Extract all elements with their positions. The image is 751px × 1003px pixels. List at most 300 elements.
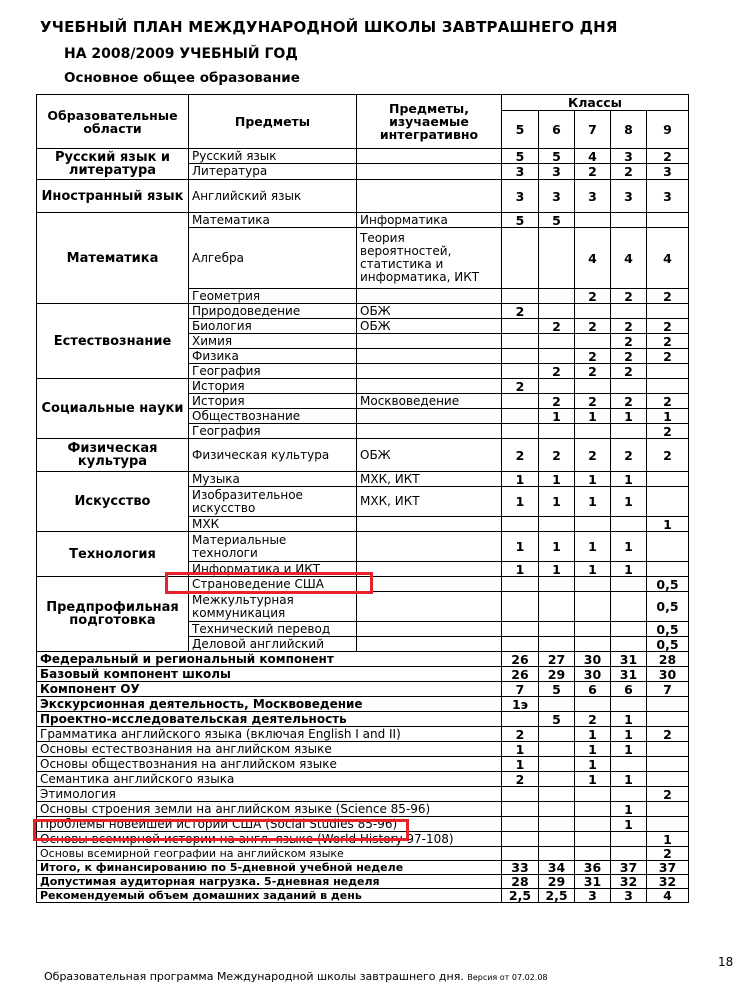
summary-label: Этимология bbox=[37, 787, 502, 802]
summary-value: 1 bbox=[611, 802, 647, 817]
integrated-cell bbox=[357, 379, 502, 394]
hours-cell: 5 bbox=[539, 149, 575, 164]
table-row bbox=[37, 532, 689, 562]
summary-label: Проблемы новейшей истории США (Social Studies 85-96) bbox=[37, 817, 502, 832]
summary-value: 28 bbox=[502, 875, 539, 889]
table-header-row bbox=[37, 95, 689, 111]
summary-value bbox=[539, 697, 575, 712]
summary-value: 31 bbox=[575, 875, 611, 889]
hours-cell: 1 bbox=[611, 487, 647, 517]
subject-cell: Геометрия bbox=[189, 289, 357, 304]
hours-cell bbox=[539, 517, 575, 532]
hours-cell bbox=[502, 424, 539, 439]
hours-cell: 1 bbox=[575, 472, 611, 487]
integrated-cell bbox=[357, 622, 502, 637]
header-areas: Образовательные области bbox=[37, 95, 189, 149]
summary-value bbox=[575, 802, 611, 817]
highlight-box-stranovedenie bbox=[165, 572, 373, 594]
footer bbox=[44, 970, 548, 983]
hours-cell: 2 bbox=[575, 164, 611, 180]
summary-value bbox=[539, 847, 575, 861]
page-number: 18 bbox=[718, 955, 734, 969]
summary-row bbox=[37, 875, 689, 889]
area-cell: Социальные науки bbox=[37, 379, 189, 439]
hours-cell bbox=[502, 289, 539, 304]
summary-value: 30 bbox=[647, 667, 689, 682]
hours-cell: 1 bbox=[611, 562, 647, 577]
summary-row bbox=[37, 861, 689, 875]
hours-cell bbox=[647, 304, 689, 319]
integrated-cell: Информатика bbox=[357, 213, 502, 228]
table-body bbox=[37, 95, 689, 903]
summary-value: 1 bbox=[611, 742, 647, 757]
summary-value: 2 bbox=[647, 727, 689, 742]
hours-cell bbox=[611, 379, 647, 394]
hours-cell bbox=[611, 577, 647, 592]
hours-cell bbox=[539, 289, 575, 304]
table-row bbox=[37, 180, 689, 213]
hours-cell: 2 bbox=[575, 439, 611, 472]
hours-cell: 1 bbox=[611, 472, 647, 487]
highlight-box-social-studies bbox=[33, 819, 409, 841]
hours-cell bbox=[611, 592, 647, 622]
summary-value bbox=[539, 832, 575, 847]
hours-cell bbox=[502, 334, 539, 349]
hours-cell: 2 bbox=[611, 364, 647, 379]
summary-value: 27 bbox=[539, 652, 575, 667]
summary-value: 1 bbox=[611, 817, 647, 832]
hours-cell bbox=[539, 304, 575, 319]
hours-cell: 0,5 bbox=[647, 592, 689, 622]
grade-header: 7 bbox=[575, 111, 611, 149]
subject-cell: Технический перевод bbox=[189, 622, 357, 637]
summary-label: Компонент ОУ bbox=[37, 682, 502, 697]
hours-cell bbox=[502, 409, 539, 424]
summary-value bbox=[539, 817, 575, 832]
summary-value bbox=[502, 712, 539, 727]
hours-cell bbox=[647, 213, 689, 228]
summary-value bbox=[647, 757, 689, 772]
summary-row bbox=[37, 667, 689, 682]
summary-value: 2,5 bbox=[502, 889, 539, 903]
hours-cell: 2 bbox=[502, 304, 539, 319]
hours-cell bbox=[575, 637, 611, 652]
summary-row bbox=[37, 889, 689, 903]
grade-header: 9 bbox=[647, 111, 689, 149]
integrated-cell bbox=[357, 289, 502, 304]
summary-value: 28 bbox=[647, 652, 689, 667]
hours-cell: 2 bbox=[611, 319, 647, 334]
hours-cell: 2 bbox=[611, 349, 647, 364]
hours-cell: 2 bbox=[611, 289, 647, 304]
summary-value bbox=[539, 727, 575, 742]
subject-cell: Литература bbox=[189, 164, 357, 180]
hours-cell: 4 bbox=[575, 228, 611, 289]
hours-cell bbox=[611, 517, 647, 532]
hours-cell: 2 bbox=[539, 439, 575, 472]
hours-cell: 4 bbox=[611, 228, 647, 289]
integrated-cell bbox=[357, 532, 502, 562]
hours-cell bbox=[647, 562, 689, 577]
hours-cell bbox=[611, 424, 647, 439]
hours-cell: 5 bbox=[502, 213, 539, 228]
subject-cell: Физика bbox=[189, 349, 357, 364]
hours-cell: 1 bbox=[502, 472, 539, 487]
summary-value: 1 bbox=[647, 832, 689, 847]
summary-value: 3 bbox=[611, 889, 647, 903]
hours-cell bbox=[539, 379, 575, 394]
summary-label: Проектно-исследовательская деятельность bbox=[37, 712, 502, 727]
integrated-cell bbox=[357, 164, 502, 180]
hours-cell: 1 bbox=[539, 532, 575, 562]
hours-cell bbox=[539, 622, 575, 637]
summary-value: 7 bbox=[647, 682, 689, 697]
header-integrated: Предметы, изучаемые интегративно bbox=[357, 95, 502, 149]
summary-row bbox=[37, 652, 689, 667]
hours-cell: 1 bbox=[611, 532, 647, 562]
hours-cell bbox=[539, 577, 575, 592]
page-subtitle: НА 2008/2009 УЧЕБНЫЙ ГОД bbox=[64, 46, 298, 62]
hours-cell bbox=[647, 532, 689, 562]
hours-cell bbox=[647, 487, 689, 517]
section-title: Основное общее образование bbox=[64, 70, 300, 86]
summary-label: Основы всемирной географии на английском языке bbox=[37, 847, 502, 861]
summary-label: Рекомендуемый объем домашних заданий в день bbox=[37, 889, 502, 903]
summary-value: 1 bbox=[575, 742, 611, 757]
summary-value bbox=[611, 697, 647, 712]
summary-value: 32 bbox=[647, 875, 689, 889]
hours-cell bbox=[575, 334, 611, 349]
summary-value bbox=[575, 787, 611, 802]
hours-cell: 2 bbox=[502, 379, 539, 394]
hours-cell bbox=[539, 424, 575, 439]
table-row bbox=[37, 149, 689, 164]
hours-cell: 2 bbox=[575, 394, 611, 409]
area-cell: Иностранный язык bbox=[37, 180, 189, 213]
summary-value bbox=[575, 832, 611, 847]
summary-value bbox=[647, 742, 689, 757]
subject-cell: Материальные технологи bbox=[189, 532, 357, 562]
hours-cell: 4 bbox=[575, 149, 611, 164]
hours-cell bbox=[575, 424, 611, 439]
summary-value: 29 bbox=[539, 875, 575, 889]
summary-row bbox=[37, 727, 689, 742]
summary-value bbox=[502, 832, 539, 847]
subject-cell: Природоведение bbox=[189, 304, 357, 319]
hours-cell bbox=[575, 517, 611, 532]
hours-cell bbox=[539, 592, 575, 622]
hours-cell bbox=[575, 592, 611, 622]
hours-cell: 2 bbox=[539, 394, 575, 409]
hours-cell: 1 bbox=[502, 562, 539, 577]
summary-value: 2 bbox=[647, 787, 689, 802]
summary-value: 32 bbox=[611, 875, 647, 889]
hours-cell bbox=[575, 622, 611, 637]
integrated-cell bbox=[357, 334, 502, 349]
grade-header: 5 bbox=[502, 111, 539, 149]
summary-label: Федеральный и региональный компонент bbox=[37, 652, 502, 667]
subject-cell: Музыка bbox=[189, 472, 357, 487]
summary-value: 31 bbox=[611, 667, 647, 682]
hours-cell: 2 bbox=[575, 319, 611, 334]
summary-label: Базовый компонент школы bbox=[37, 667, 502, 682]
table-row bbox=[37, 379, 689, 394]
integrated-cell bbox=[357, 149, 502, 164]
subject-cell: Деловой английский bbox=[189, 637, 357, 652]
hours-cell bbox=[539, 228, 575, 289]
subject-cell: Алгебра bbox=[189, 228, 357, 289]
summary-value bbox=[647, 697, 689, 712]
summary-value bbox=[647, 712, 689, 727]
hours-cell: 3 bbox=[575, 180, 611, 213]
summary-value: 1 bbox=[575, 757, 611, 772]
area-cell: Математика bbox=[37, 213, 189, 304]
summary-value bbox=[611, 832, 647, 847]
summary-value bbox=[539, 772, 575, 787]
summary-value: 26 bbox=[502, 652, 539, 667]
hours-cell bbox=[575, 213, 611, 228]
hours-cell: 2 bbox=[611, 334, 647, 349]
area-cell: Искусство bbox=[37, 472, 189, 532]
subject-cell: Физическая культура bbox=[189, 439, 357, 472]
hours-cell: 1 bbox=[575, 409, 611, 424]
hours-cell bbox=[502, 228, 539, 289]
hours-cell: 2 bbox=[611, 439, 647, 472]
integrated-cell bbox=[357, 424, 502, 439]
summary-value: 1 bbox=[611, 712, 647, 727]
hours-cell: 2 bbox=[575, 364, 611, 379]
hours-cell bbox=[502, 364, 539, 379]
summary-value: 37 bbox=[611, 861, 647, 875]
hours-cell bbox=[502, 622, 539, 637]
integrated-cell: Теория вероятностей, статистика и информатика, ИКТ bbox=[357, 228, 502, 289]
summary-value bbox=[647, 817, 689, 832]
integrated-cell bbox=[357, 637, 502, 652]
hours-cell bbox=[539, 637, 575, 652]
hours-cell bbox=[647, 472, 689, 487]
summary-value: 6 bbox=[575, 682, 611, 697]
hours-cell: 0,5 bbox=[647, 622, 689, 637]
hours-cell: 2 bbox=[647, 334, 689, 349]
subject-cell: Математика bbox=[189, 213, 357, 228]
table-row bbox=[37, 439, 689, 472]
hours-cell: 2 bbox=[575, 349, 611, 364]
subject-cell: Биология bbox=[189, 319, 357, 334]
integrated-cell: МХК, ИКТ bbox=[357, 472, 502, 487]
area-cell: Русский язык и литература bbox=[37, 149, 189, 180]
hours-cell: 2 bbox=[611, 164, 647, 180]
summary-value: 3 bbox=[575, 889, 611, 903]
summary-value: 1 bbox=[611, 727, 647, 742]
summary-value: 26 bbox=[502, 667, 539, 682]
hours-cell bbox=[611, 622, 647, 637]
grade-header: 8 bbox=[611, 111, 647, 149]
page-title: УЧЕБНЫЙ ПЛАН МЕЖДУНАРОДНОЙ ШКОЛЫ ЗАВТРАШНЕГО ДНЯ bbox=[40, 18, 618, 36]
summary-row bbox=[37, 697, 689, 712]
area-cell: Технология bbox=[37, 532, 189, 577]
hours-cell: 2 bbox=[647, 424, 689, 439]
hours-cell: 0,5 bbox=[647, 577, 689, 592]
hours-cell: 1 bbox=[539, 487, 575, 517]
hours-cell: 1 bbox=[502, 487, 539, 517]
summary-value: 31 bbox=[611, 652, 647, 667]
header-classes: Классы bbox=[502, 95, 689, 111]
hours-cell bbox=[647, 364, 689, 379]
hours-cell: 1 bbox=[575, 532, 611, 562]
summary-value bbox=[647, 802, 689, 817]
summary-value: 5 bbox=[539, 712, 575, 727]
hours-cell: 1 bbox=[502, 532, 539, 562]
integrated-cell: ОБЖ bbox=[357, 319, 502, 334]
summary-value: 37 bbox=[647, 861, 689, 875]
integrated-cell bbox=[357, 409, 502, 424]
integrated-cell bbox=[357, 592, 502, 622]
hours-cell: 2 bbox=[502, 439, 539, 472]
grade-header: 6 bbox=[539, 111, 575, 149]
summary-value bbox=[539, 742, 575, 757]
hours-cell: 1 bbox=[539, 472, 575, 487]
summary-value: 36 bbox=[575, 861, 611, 875]
hours-cell: 3 bbox=[502, 164, 539, 180]
summary-value: 2,5 bbox=[539, 889, 575, 903]
hours-cell bbox=[502, 637, 539, 652]
summary-value: 1 bbox=[502, 757, 539, 772]
subject-cell: География bbox=[189, 424, 357, 439]
integrated-cell: ОБЖ bbox=[357, 304, 502, 319]
subject-cell: Изобразительное искусство bbox=[189, 487, 357, 517]
subject-cell: Страноведение США bbox=[189, 577, 357, 592]
hours-cell: 5 bbox=[539, 213, 575, 228]
hours-cell: 2 bbox=[647, 289, 689, 304]
summary-label: Основы естествознания на английском языке bbox=[37, 742, 502, 757]
hours-cell: 2 bbox=[539, 364, 575, 379]
hours-cell bbox=[502, 577, 539, 592]
summary-value: 33 bbox=[502, 861, 539, 875]
subject-cell: Химия bbox=[189, 334, 357, 349]
integrated-cell: МХК, ИКТ bbox=[357, 487, 502, 517]
summary-value: 1 bbox=[502, 742, 539, 757]
hours-cell: 4 bbox=[647, 228, 689, 289]
summary-value: 2 bbox=[575, 712, 611, 727]
summary-value bbox=[539, 787, 575, 802]
hours-cell: 3 bbox=[611, 180, 647, 213]
summary-value: 2 bbox=[502, 772, 539, 787]
summary-row bbox=[37, 682, 689, 697]
area-cell: Предпрофильная подготовка bbox=[37, 577, 189, 652]
summary-value: 34 bbox=[539, 861, 575, 875]
hours-cell bbox=[611, 213, 647, 228]
hours-cell: 1 bbox=[575, 562, 611, 577]
hours-cell bbox=[502, 592, 539, 622]
hours-cell bbox=[611, 304, 647, 319]
summary-value bbox=[611, 757, 647, 772]
hours-cell: 2 bbox=[647, 394, 689, 409]
hours-cell: 2 bbox=[647, 439, 689, 472]
summary-label: Допустимая аудиторная нагрузка. 5-дневная неделя bbox=[37, 875, 502, 889]
hours-cell: 2 bbox=[611, 394, 647, 409]
table-row bbox=[37, 213, 689, 228]
summary-label: Семантика английского языка bbox=[37, 772, 502, 787]
hours-cell: 5 bbox=[502, 149, 539, 164]
summary-value bbox=[502, 817, 539, 832]
summary-value: 7 bbox=[502, 682, 539, 697]
hours-cell: 2 bbox=[647, 149, 689, 164]
curriculum-table bbox=[36, 94, 689, 903]
summary-label: Грамматика английского языка (включая English I and II) bbox=[37, 727, 502, 742]
hours-cell: 3 bbox=[539, 180, 575, 213]
summary-value bbox=[575, 697, 611, 712]
subject-cell: Межкультурная коммуникация bbox=[189, 592, 357, 622]
hours-cell: 1 bbox=[575, 487, 611, 517]
subject-cell: Английский язык bbox=[189, 180, 357, 213]
hours-cell bbox=[575, 304, 611, 319]
summary-row bbox=[37, 757, 689, 772]
summary-value: 1э bbox=[502, 697, 539, 712]
hours-cell: 1 bbox=[539, 409, 575, 424]
summary-row bbox=[37, 742, 689, 757]
hours-cell: 2 bbox=[647, 319, 689, 334]
subject-cell: Информатика и ИКТ bbox=[189, 562, 357, 577]
summary-value bbox=[647, 772, 689, 787]
summary-value: 1 bbox=[575, 727, 611, 742]
hours-cell bbox=[502, 319, 539, 334]
summary-label: Экскурсионная деятельность, Москвоведение bbox=[37, 697, 502, 712]
hours-cell: 3 bbox=[647, 180, 689, 213]
hours-cell bbox=[502, 349, 539, 364]
hours-cell: 2 bbox=[539, 319, 575, 334]
summary-value bbox=[539, 757, 575, 772]
subject-cell: Русский язык bbox=[189, 149, 357, 164]
summary-value: 1 bbox=[575, 772, 611, 787]
summary-value bbox=[575, 847, 611, 861]
summary-label: Основы строения земли на английском языке (Science 85-96) bbox=[37, 802, 502, 817]
subject-cell: МХК bbox=[189, 517, 357, 532]
integrated-cell bbox=[357, 349, 502, 364]
summary-value: 29 bbox=[539, 667, 575, 682]
integrated-cell bbox=[357, 577, 502, 592]
hours-cell bbox=[575, 577, 611, 592]
footer-version: Версия от 07.02.08 bbox=[467, 973, 548, 982]
hours-cell: 1 bbox=[611, 409, 647, 424]
hours-cell: 3 bbox=[647, 164, 689, 180]
summary-value bbox=[611, 847, 647, 861]
hours-cell bbox=[502, 517, 539, 532]
footer-text: Образовательная программа Международной школы завтрашнего дня. bbox=[44, 970, 464, 983]
integrated-cell: ОБЖ bbox=[357, 439, 502, 472]
hours-cell bbox=[611, 637, 647, 652]
summary-row bbox=[37, 712, 689, 727]
area-cell: Физическая культура bbox=[37, 439, 189, 472]
hours-cell: 2 bbox=[647, 349, 689, 364]
summary-value: 30 bbox=[575, 652, 611, 667]
summary-value bbox=[575, 817, 611, 832]
integrated-cell bbox=[357, 517, 502, 532]
hours-cell: 3 bbox=[539, 164, 575, 180]
summary-value: 6 bbox=[611, 682, 647, 697]
subject-cell: История bbox=[189, 394, 357, 409]
summary-row bbox=[37, 847, 689, 861]
summary-row bbox=[37, 787, 689, 802]
summary-value: 5 bbox=[539, 682, 575, 697]
summary-label: Итого, к финансированию по 5-дневной учебной неделе bbox=[37, 861, 502, 875]
summary-value: 2 bbox=[647, 847, 689, 861]
summary-value bbox=[611, 787, 647, 802]
subject-cell: География bbox=[189, 364, 357, 379]
integrated-cell: Москвоведение bbox=[357, 394, 502, 409]
summary-value: 30 bbox=[575, 667, 611, 682]
integrated-cell bbox=[357, 364, 502, 379]
header-subjects: Предметы bbox=[189, 95, 357, 149]
